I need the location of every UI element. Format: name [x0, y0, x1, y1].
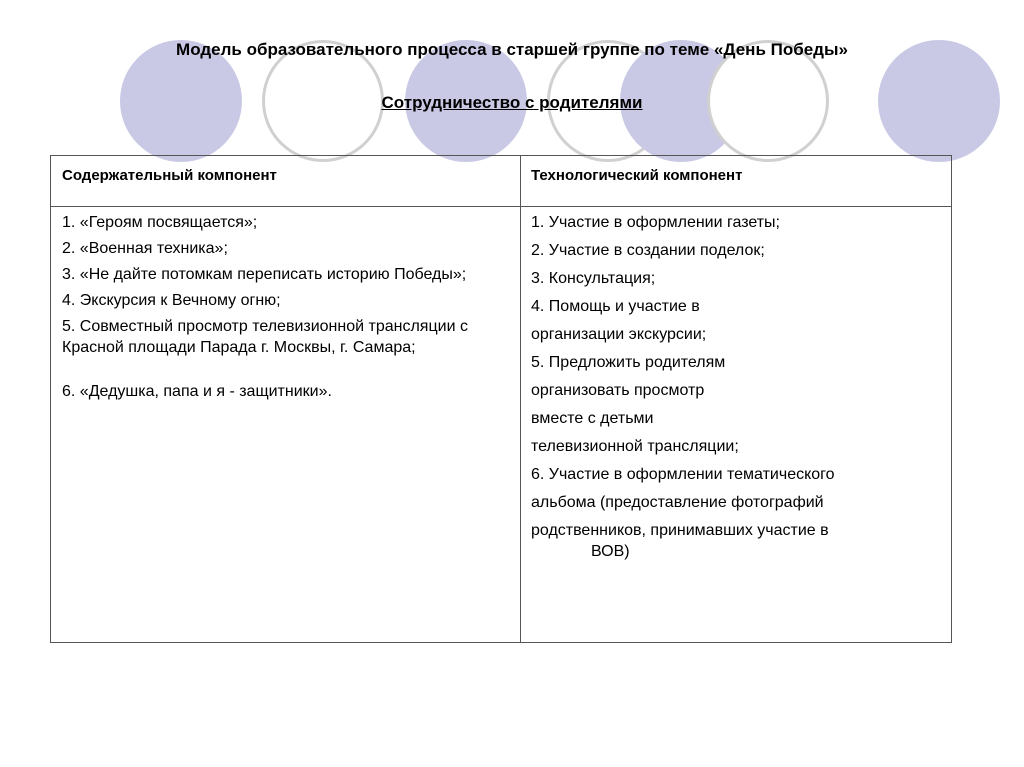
list-item: 4. Экскурсия к Вечному огню; — [62, 292, 281, 309]
list-line: ВОВ) — [591, 543, 630, 560]
list-item: 6. «Дедушка, папа и я - защитники». — [62, 383, 332, 400]
list-line: вместе с детьми — [531, 410, 654, 427]
header-technological-component: Технологический компонент — [531, 167, 743, 184]
content-table — [50, 155, 952, 643]
content-component-list — [62, 212, 502, 407]
list-line: 5. Предложить родителям — [531, 354, 726, 371]
list-line: организации экскурсии; — [531, 326, 707, 343]
list-line: 1. Участие в оформлении газеты; — [531, 214, 780, 231]
list-line: 4. Помощь и участие в — [531, 298, 700, 315]
list-line: 2. Участие в создании поделок; — [531, 242, 765, 259]
list-line: альбома (предоставление фотографий — [531, 494, 824, 511]
list-line: 3. Консультация; — [531, 270, 656, 287]
list-item: 3. «Не дайте потомкам переписать историю Победы»; — [62, 266, 467, 283]
page-title: Модель образовательного процесса в старшей группе по теме «День Победы» — [176, 40, 848, 59]
list-item: 5. Совместный просмотр телевизионной трансляции с Красной площади Парада г. Москвы, г. Самара; — [62, 318, 468, 356]
column-divider — [520, 156, 521, 642]
list-line: телевизионной трансляции; — [531, 438, 739, 455]
list-line: родственников, принимавших участие в — [531, 522, 829, 539]
list-item: 1. «Героям посвящается»; — [62, 214, 258, 231]
technological-component-list — [531, 212, 941, 569]
list-item: 2. «Военная техника»; — [62, 240, 228, 257]
header-content-component: Содержательный компонент — [62, 167, 277, 184]
list-line: 6. Участие в оформлении тематического — [531, 466, 835, 483]
page-subtitle: Сотрудничество с родителями — [381, 93, 643, 112]
list-line: организовать просмотр — [531, 382, 705, 399]
